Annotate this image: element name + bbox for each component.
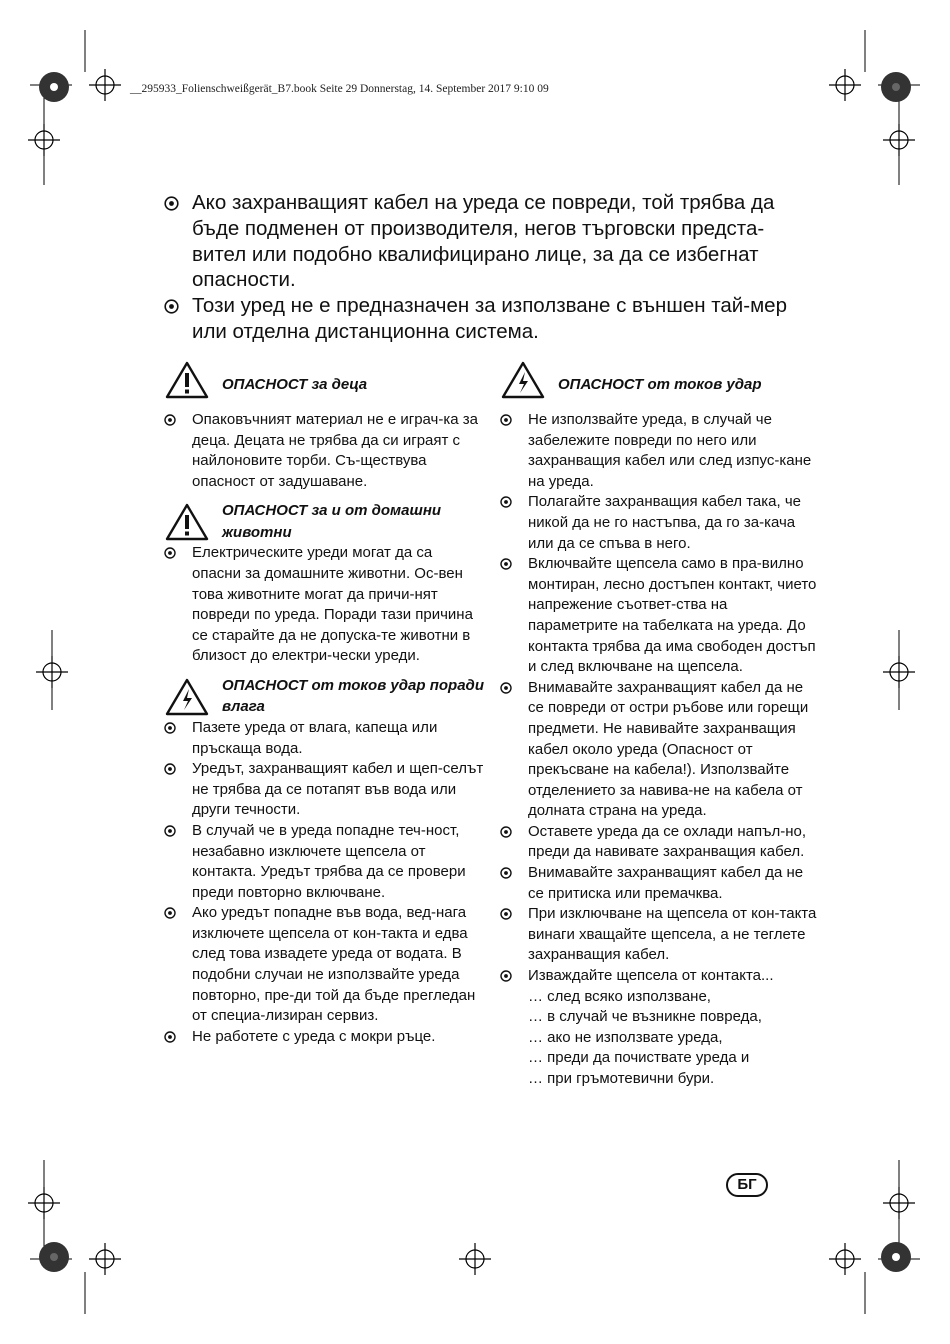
bullet-target-icon (500, 496, 512, 508)
list-item (164, 718, 484, 759)
list-item-text: Уредът, захранващият кабел и щеп-селът не трябва да се потапят във вода или други течности. (192, 760, 484, 819)
language-badge: БГ (726, 1173, 768, 1197)
intro-bullet (164, 293, 814, 345)
list-item (500, 966, 820, 987)
list-item (500, 863, 820, 904)
print-header-line: __295933_Folienschweißgerät_B7.book Seite 29 Donnerstag, 14. September 2017 9:10 09 (130, 83, 549, 95)
list-item (164, 759, 484, 821)
section-heading (500, 360, 820, 410)
list-item (164, 543, 484, 667)
section-title: ОПАСНОСТ за деца (222, 376, 368, 393)
list-item-text: Изваждайте щепсела от контакта... (528, 967, 774, 985)
bullet-target-icon (164, 547, 176, 559)
warning-electric-icon (500, 360, 546, 400)
list-item-text: Не използвайте уреда, в случай че забележите повреди по него или захранващия кабел или след изпус-кане на уреда. (528, 411, 812, 490)
list-item (164, 410, 484, 492)
left-column (164, 360, 484, 1047)
list-item (500, 492, 820, 554)
section-heading (164, 675, 484, 718)
bullet-target-icon (164, 825, 176, 837)
intro-bullet-text: Ако захранващият кабел на уреда се повреди, той трябва да бъде подменен от производителя, негов търговски предста-вител или подобно квалифицирано лице, за да се избегнат опасности. (192, 191, 775, 292)
bullet-target-icon (164, 196, 179, 211)
section-title: ОПАСНОСТ от токов удар поради влага (222, 676, 484, 716)
list-item-text: При изключване на щепсела от кон-такта винаги хващайте щепсела, а не теглете захранващия кабел. (528, 905, 817, 964)
sub-item: … след всяко използване, (528, 987, 711, 1005)
bullet-target-icon (500, 908, 512, 920)
bullet-target-icon (500, 558, 512, 570)
list-item (164, 903, 484, 1027)
intro-bullet (164, 190, 814, 293)
bullet-target-icon (164, 907, 176, 919)
list-item-text: Електрическите уреди могат да са опасни за домашните животни. Ос-вен това животните могат да причи-нят повреди по уреда. Поради тази причина се старайте да не допуска-те животни в близост до електри-чески уреди. (192, 544, 473, 665)
list-item-text: Полагайте захранващия кабел така, че никой да не го настъпва, да го за-кача или да се спъва в него. (528, 493, 801, 552)
list-item-text: Оставете уреда да се охлади напъл-но, преди да навивате захранващия кабел. (528, 822, 807, 861)
list-item-text: Внимавайте захранващият кабел да не се повреди от остри ръбове или горещи предмети. Не навивайте захранващия кабел около уреда (Опасност от прекъсване на кабела!). Използвайте отделението за навива-не на кабела от долната страна на уреда. (528, 678, 809, 820)
list-item (500, 822, 820, 863)
intro-bullets (164, 190, 814, 345)
bullet-target-icon (164, 1031, 176, 1043)
sub-item: … при гръмотевични бури. (528, 1070, 715, 1087)
list-item (164, 1027, 484, 1048)
bullet-target-icon (164, 722, 176, 734)
warning-exclamation-icon (164, 360, 210, 400)
list-item-text: Внимавайте захранващият кабел да не се притиска или премачква. (528, 864, 804, 902)
list-item-text: Ако уредът попадне във вода, вед-нага изключете щепсела от кон-такта и едва след това извадете уреда от водата. В подобни случаи не използвайте уреда повторно, пре-ди той да бъде прегледан от специа-лизиран сервиз. (192, 904, 476, 1025)
sub-item: … ако не използвате уреда, (528, 1028, 723, 1046)
list-item-text: Не работете с уреда с мокри ръце. (192, 1027, 436, 1045)
list-item-text: Опаковъчният материал не е играч-ка за деца. Децата не трябва да си играят с найлоновите торби. Съ-ществува опасност от задушаване. (192, 411, 478, 490)
bullet-target-icon (500, 682, 512, 694)
list-item (164, 821, 484, 903)
section-title: ОПАСНОСТ за и от домашни животни (222, 502, 442, 541)
section-heading (164, 500, 484, 543)
list-item-text: Включвайте щепсела само в пра-вилно монтиран, лесно достъпен контакт, чието напрежение съответ-ства на параметрите на табелката на уреда. До контакта трябва да има свободен достъп и след включване на щепсела. (528, 555, 817, 676)
warning-electric-icon (164, 677, 210, 717)
bullet-target-icon (164, 763, 176, 775)
intro-bullet-text: Този уред не е предназначен за използване с външен тай-мер или отделна дистанционна система. (192, 294, 787, 343)
list-item (500, 410, 820, 492)
sub-item: … в случай че възникне повреда, (528, 1008, 762, 1026)
section-heading (164, 360, 484, 410)
right-column (500, 360, 820, 1090)
section-title: ОПАСНОСТ от токов удар (558, 376, 762, 393)
list-item (500, 678, 820, 822)
list-item-text: В случай че в уреда попадне теч-ност, незабавно изключете щепсела от контакта. Уредът трябва да се провери преди повторно включване. (192, 821, 466, 901)
bullet-target-icon (164, 299, 179, 314)
bullet-target-icon (500, 970, 512, 982)
list-item-text: Пазете уреда от влага, капеща или пръскаща вода. (192, 718, 438, 757)
list-item (500, 554, 820, 678)
bullet-target-icon (500, 414, 512, 426)
bullet-target-icon (164, 414, 176, 426)
sub-item: … преди да почиствате уреда и (528, 1049, 750, 1067)
bullet-target-icon (500, 826, 512, 838)
bullet-target-icon (500, 867, 512, 879)
list-item (500, 904, 820, 966)
warning-exclamation-icon (164, 502, 210, 542)
